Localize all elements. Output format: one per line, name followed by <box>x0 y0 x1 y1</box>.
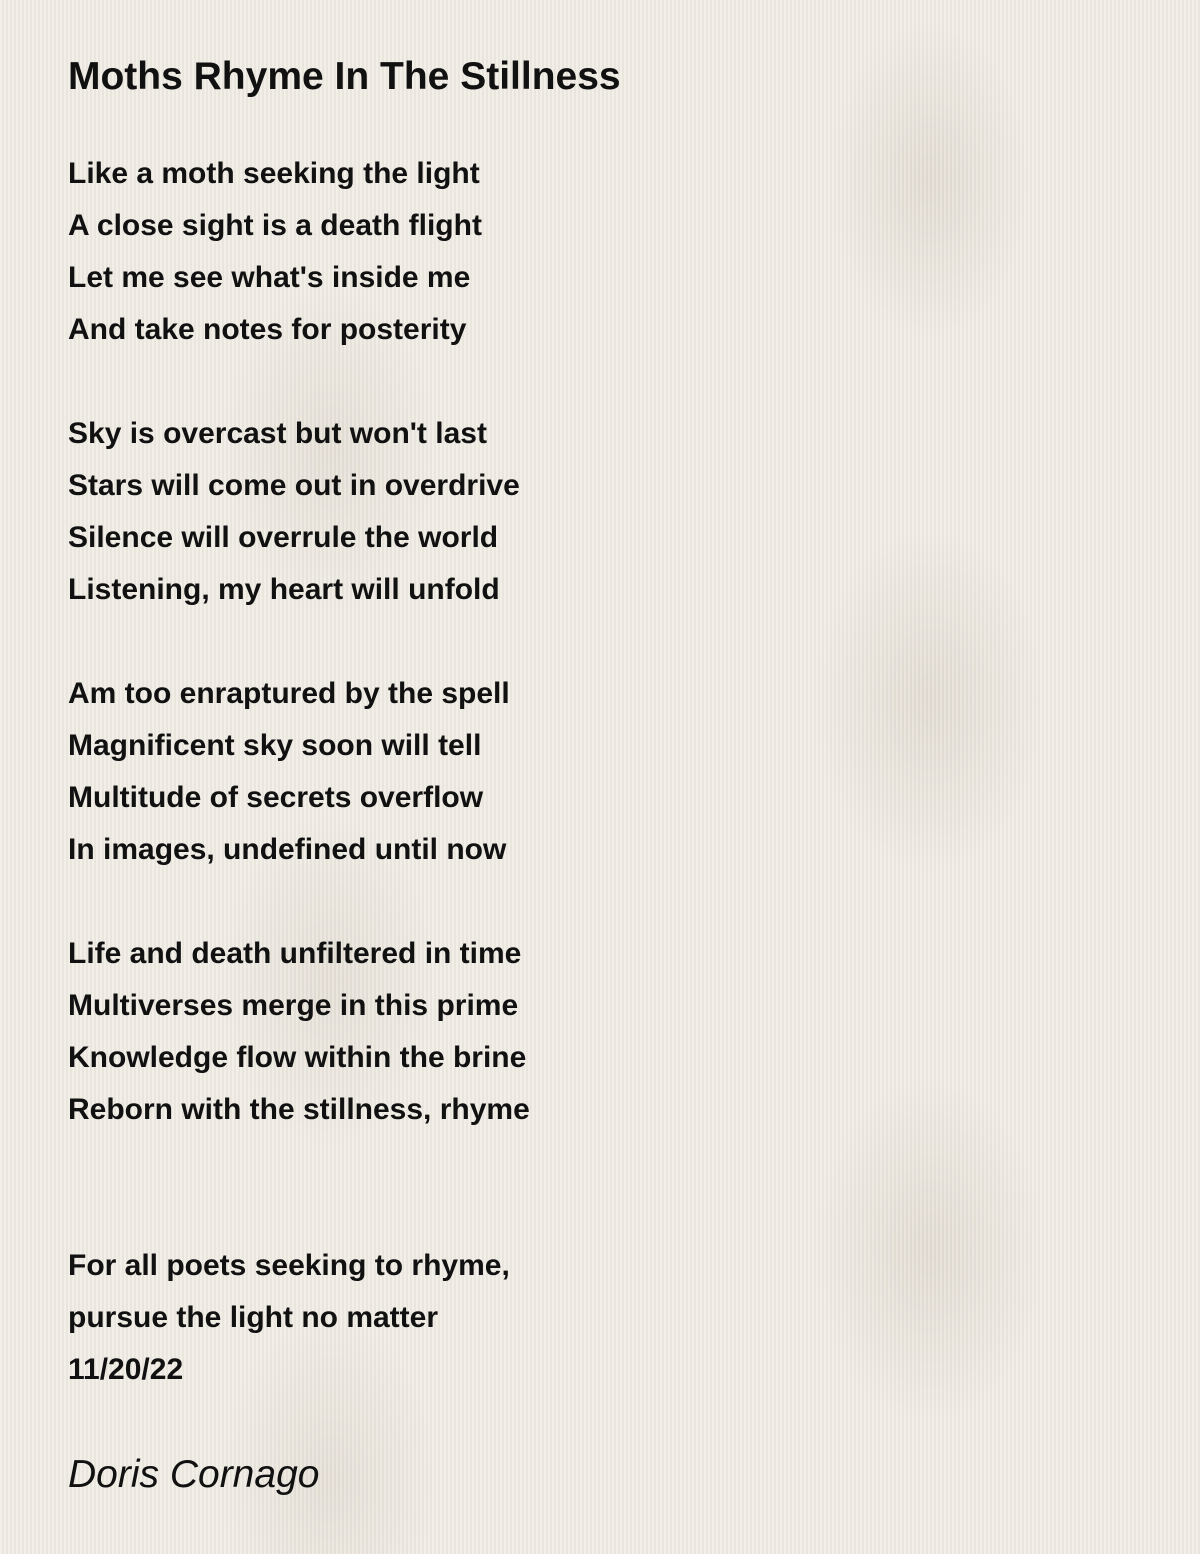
note-line: For all poets seeking to rhyme, <box>68 1249 510 1282</box>
stanza <box>68 928 1148 1136</box>
poem-page <box>68 52 1148 1500</box>
poem-line: Multitude of secrets overflow <box>68 781 484 814</box>
poem-line: Knowledge flow within the brine <box>68 1041 527 1074</box>
poem-line: Silence will overrule the world <box>68 521 499 554</box>
poem-title: Moths Rhyme In The Stillness <box>68 55 621 98</box>
poem-line: A close sight is a death flight <box>68 209 482 242</box>
stanza <box>68 668 1148 876</box>
poem-line: Let me see what's inside me <box>68 261 471 294</box>
poem-line: Reborn with the stillness, rhyme <box>68 1093 530 1126</box>
author-note <box>68 1240 1148 1396</box>
stanza <box>68 148 1148 356</box>
poem-line: And take notes for posterity <box>68 313 467 346</box>
poem-line: In images, undefined until now <box>68 833 507 866</box>
author-name: Doris Cornago <box>68 1453 320 1496</box>
poem-body <box>68 148 1148 1396</box>
note-date: 11/20/22 <box>68 1353 184 1386</box>
note-line: pursue the light no matter <box>68 1301 439 1334</box>
poem-line: Stars will come out in overdrive <box>68 469 520 502</box>
poem-line: Sky is overcast but won't last <box>68 417 487 450</box>
poem-line: Listening, my heart will unfold <box>68 573 500 606</box>
poem-line: Am too enraptured by the spell <box>68 677 510 710</box>
poem-line: Life and death unfiltered in time <box>68 937 522 970</box>
poem-line: Multiverses merge in this prime <box>68 989 519 1022</box>
stanza <box>68 408 1148 616</box>
poem-line: Magnificent sky soon will tell <box>68 729 482 762</box>
poem-line: Like a moth seeking the light <box>68 157 480 190</box>
